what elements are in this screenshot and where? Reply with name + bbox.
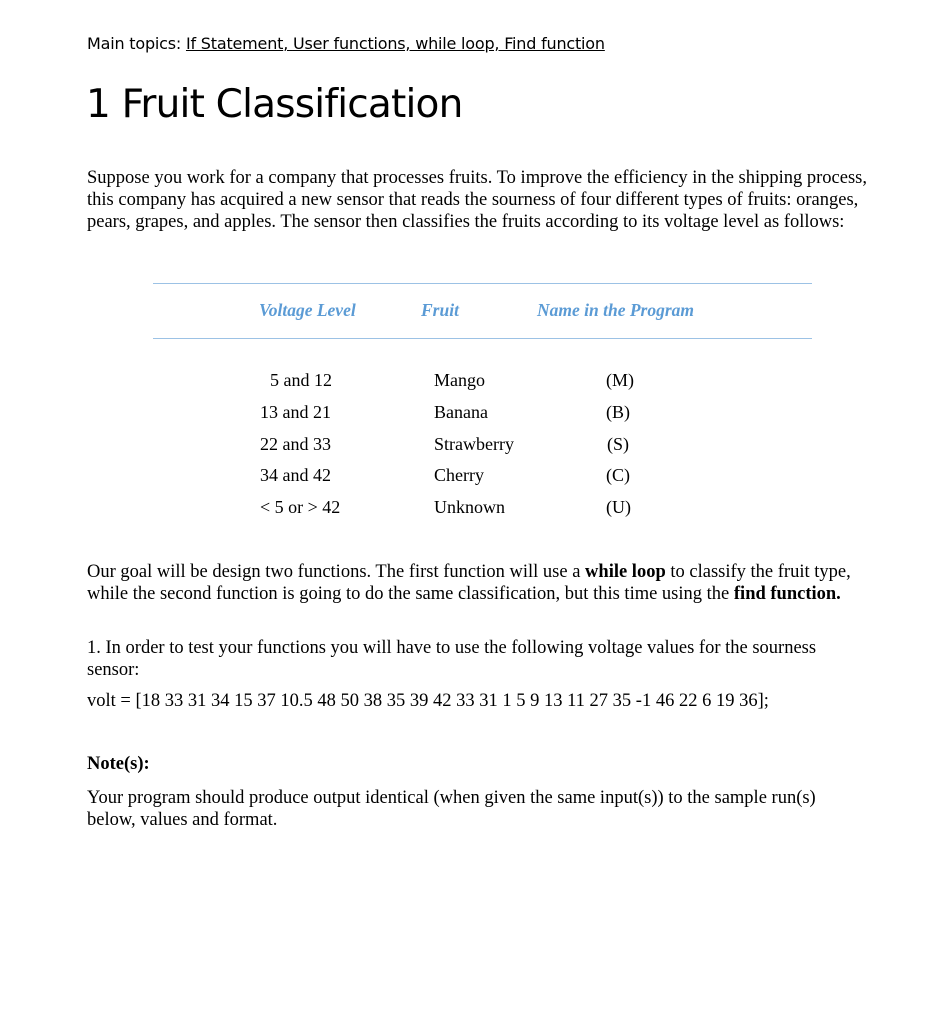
code-cell: (C) bbox=[606, 465, 630, 485]
topic-functions-loops: User functions, while loop, Find function bbox=[292, 34, 605, 53]
voltage-cell: 13 and 21 bbox=[260, 402, 331, 422]
test-instruction: 1. In order to test your functions you will have to use the following voltage values for the sourness sensor: bbox=[87, 638, 817, 680]
goal-text-1: Our goal will be design two functions. The first function will use a bbox=[87, 562, 586, 582]
table-header-rule bbox=[153, 338, 812, 339]
main-topics bbox=[87, 34, 605, 53]
goal-bold-find-function: find function. bbox=[733, 584, 841, 604]
main-topics-prefix: Main topics: bbox=[87, 34, 186, 53]
page-title: 1 Fruit Classification bbox=[86, 82, 463, 127]
voltage-cell: 34 and 42 bbox=[260, 465, 331, 485]
note-text: Your program should produce output identical (when given the same input(s)) to the sample run(s) below, values and format. bbox=[87, 788, 816, 830]
volt-values-line: volt = [18 33 31 34 15 37 10.5 48 50 38 35 39 42 33 31 1 5 9 13 11 27 35 -1 46 22 6 19 36]; bbox=[87, 691, 769, 711]
goal-paragraph bbox=[87, 561, 857, 605]
goal-text-2: to classify the fruit type, while the second function is going to do the same classification, but this time using the bbox=[87, 562, 851, 604]
header-program-name: Name in the Program bbox=[537, 300, 695, 320]
header-voltage-level: Voltage Level bbox=[259, 300, 356, 320]
fruit-cell: Mango bbox=[434, 370, 485, 390]
voltage-cell: < 5 or > 42 bbox=[260, 497, 341, 517]
topic-if-statement: If Statement bbox=[185, 34, 284, 53]
note-title: Note(s): bbox=[87, 754, 150, 774]
topic-separator: , bbox=[283, 34, 293, 53]
goal-bold-while-loop: while loop bbox=[585, 562, 666, 582]
header-fruit: Fruit bbox=[421, 300, 459, 320]
code-cell: (M) bbox=[606, 370, 634, 390]
voltage-cell: 22 and 33 bbox=[260, 434, 331, 454]
fruit-cell: Strawberry bbox=[434, 434, 514, 454]
voltage-cell: 5 and 12 bbox=[270, 370, 332, 390]
table-top-rule bbox=[153, 283, 812, 284]
fruit-cell: Cherry bbox=[434, 465, 484, 485]
intro-paragraph: Suppose you work for a company that processes fruits. To improve the efficiency in the shipping process, this company has acquired a new sensor that reads the sourness of four different types of fruits: oranges, pears, grapes, and apples. The sensor then classifies the fruits according to its voltage level as follows: bbox=[87, 168, 867, 232]
code-cell: (B) bbox=[606, 402, 630, 422]
code-cell: (S) bbox=[607, 434, 629, 454]
fruit-cell: Banana bbox=[434, 402, 488, 422]
code-cell: (U) bbox=[606, 497, 631, 517]
fruit-cell: Unknown bbox=[434, 497, 505, 517]
